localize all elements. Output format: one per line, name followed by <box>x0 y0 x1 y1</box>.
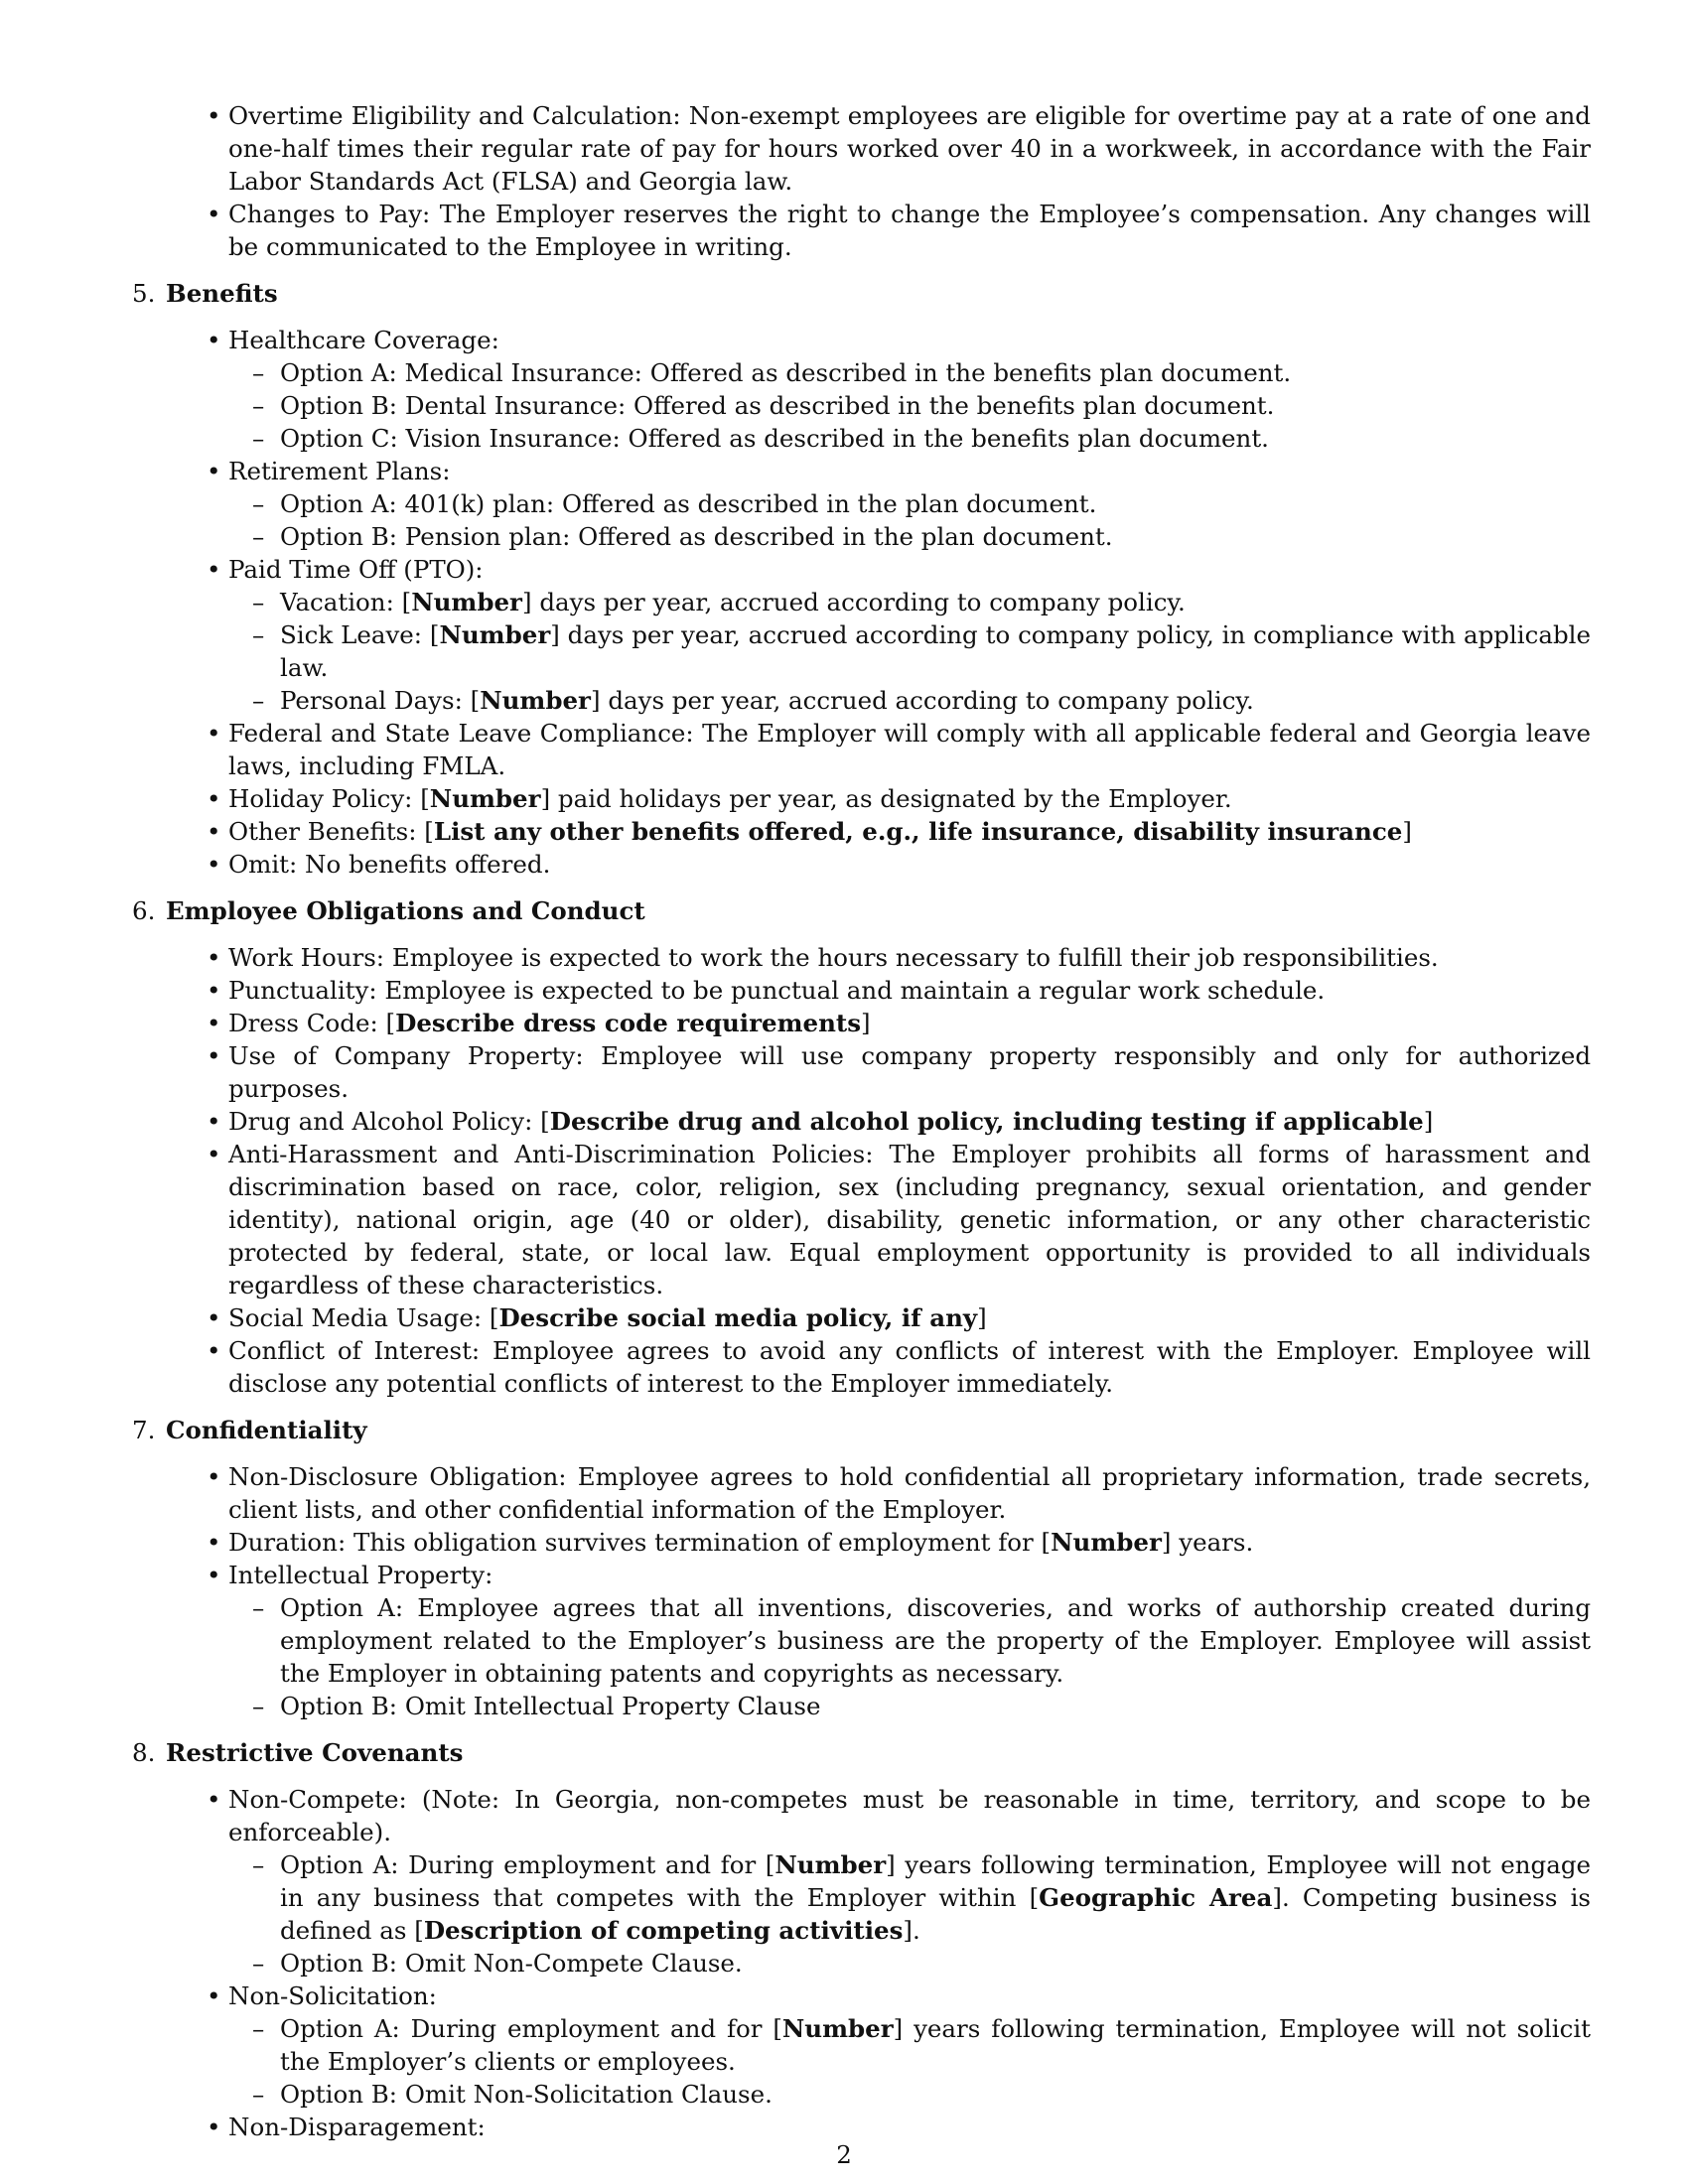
item-text: ] years. <box>1161 1528 1254 1557</box>
item-text: Option B: Omit Non-Compete Clause. <box>280 1949 743 1978</box>
sections-container <box>121 277 1591 2143</box>
bullet-marker: • <box>207 101 221 130</box>
list-item-text <box>228 1460 1591 1526</box>
sub-item-text <box>280 1690 1591 1722</box>
sub-item-text <box>280 618 1591 684</box>
sub-list-item <box>228 2078 1591 2111</box>
sub-item-text <box>280 422 1591 455</box>
item-text: Intellectual Property: <box>228 1561 493 1589</box>
sub-list-item <box>228 1591 1591 1690</box>
section-title: Confidentiality <box>166 1416 367 1444</box>
item-text: Option C: Vision Insurance: Offered as described in the benefits plan document. <box>280 424 1269 453</box>
list-item-text <box>228 815 1591 848</box>
item-text: ] <box>977 1303 987 1332</box>
section-number: 8. <box>132 1738 156 1767</box>
bullet-marker: • <box>207 817 221 846</box>
placeholder-field: Number <box>439 620 551 649</box>
bullet-marker: • <box>207 943 221 972</box>
section-title: Restrictive Covenants <box>166 1738 464 1767</box>
item-text: ] paid holidays per year, as designated by the Employer. <box>540 784 1232 813</box>
list-item-text <box>228 782 1591 815</box>
list-item-text <box>228 974 1591 1007</box>
list-item-text <box>228 1039 1591 1105</box>
sub-list-item <box>228 618 1591 684</box>
sub-list-item <box>228 356 1591 389</box>
sub-item-text <box>280 356 1591 389</box>
sub-option-list <box>228 2012 1591 2111</box>
dash-marker: – <box>252 1850 265 1879</box>
list-item <box>121 2111 1591 2143</box>
item-text: Anti-Harassment and Anti-Discrimination Policies: The Employer prohibits all forms of harassment and discrimination based on race, color, religion, sex (including pregnancy, sexual orientation, and gender identity), national origin, age (40 or older), disability, genetic information, or any other characteristic protected by federal, state, or local law. Equal employment opportunity is provided to all individuals regardless of these characteristics. <box>228 1140 1591 1299</box>
list-item-text <box>228 1783 1591 1848</box>
list-item <box>121 1559 1591 1722</box>
bullet-marker: • <box>207 1462 221 1491</box>
item-text: Overtime Eligibility and Calculation: Non-exempt employees are eligible for overtime pay at a rate of one and one-half times their regular rate of pay for hours worked over 40 in a workweek, in accordance with the Fair Labor Standards Act (FLSA) and Georgia law. <box>228 101 1591 196</box>
list-item <box>121 553 1591 717</box>
section-heading <box>121 277 1591 310</box>
item-text: Option B: Omit Non-Solicitation Clause. <box>280 2080 773 2109</box>
dash-marker: – <box>252 620 265 649</box>
item-text: Non-Compete: (Note: In Georgia, non-competes must be reasonable in time, territory, and scope to be enforceable). <box>228 1785 1591 1846</box>
list-item-text <box>228 1301 1591 1334</box>
list-item-text <box>228 324 1591 356</box>
list-item <box>121 1105 1591 1138</box>
dash-marker: – <box>252 391 265 420</box>
item-text: Duration: This obligation survives termination of employment for [ <box>228 1528 1052 1557</box>
dash-marker: – <box>252 424 265 453</box>
placeholder-field: Describe drug and alcohol policy, including testing if applicable <box>549 1107 1424 1136</box>
item-text: ] days per year, accrued according to company policy. <box>590 686 1254 715</box>
placeholder-field: Number <box>774 1850 887 1879</box>
sub-option-list <box>228 586 1591 717</box>
placeholder-field: Number <box>429 784 541 813</box>
item-text: Conflict of Interest: Employee agrees to avoid any conflicts of interest with the Employer. Employee will disclose any potential conflicts of interest to the Employer immediately. <box>228 1336 1591 1398</box>
item-text: ] years following termination, Employee will not engage in any business that competes with the Employer within [ <box>280 1850 1591 1912</box>
list-item <box>121 99 1591 198</box>
section-title: Employee Obligations and Conduct <box>166 896 645 925</box>
list-item-text <box>228 1526 1591 1559</box>
sub-list-item <box>228 520 1591 553</box>
bullet-marker: • <box>207 850 221 879</box>
placeholder-field: Number <box>411 588 522 616</box>
bullet-marker: • <box>207 976 221 1005</box>
item-text: Option A: During employment and for [ <box>280 1850 775 1879</box>
sub-list-item <box>228 389 1591 422</box>
sub-item-text <box>280 1848 1591 1947</box>
list-item-text <box>228 1105 1591 1138</box>
bullet-marker: • <box>207 1303 221 1332</box>
item-text: ] days per year, accrued according to company policy, in compliance with applicable law. <box>280 620 1591 682</box>
sub-option-list <box>228 356 1591 455</box>
item-text: ]. Competing business is defined as [ <box>280 1883 1592 1945</box>
sub-list-item <box>228 586 1591 618</box>
bullet-marker: • <box>207 1336 221 1365</box>
item-text: Non-Solicitation: <box>228 1981 437 2010</box>
list-item <box>121 1334 1591 1400</box>
sub-list-item <box>228 1690 1591 1722</box>
item-text: Personal Days: [ <box>280 686 481 715</box>
item-text: Dress Code: [ <box>228 1009 396 1037</box>
bullet-marker: • <box>207 719 221 748</box>
section-title: Benefits <box>166 279 278 308</box>
placeholder-field: Describe dress code requirements <box>395 1009 862 1037</box>
bullet-marker: • <box>207 1107 221 1136</box>
item-text: ]. <box>903 1916 920 1945</box>
list-item-text <box>228 198 1591 263</box>
section-heading <box>121 894 1591 927</box>
sub-option-list <box>228 487 1591 553</box>
section-heading <box>121 1736 1591 1769</box>
list-item-text <box>228 553 1591 586</box>
sub-item-text <box>280 684 1591 717</box>
sub-item-text <box>280 2012 1591 2078</box>
list-item <box>121 782 1591 815</box>
dash-marker: – <box>252 588 265 616</box>
item-text: Federal and State Leave Compliance: The Employer will comply with all applicable federal and Georgia leave laws, including FMLA. <box>228 719 1591 780</box>
list-item <box>121 941 1591 974</box>
list-item-text <box>228 941 1591 974</box>
list-item <box>121 1039 1591 1105</box>
section-item-list <box>121 324 1591 881</box>
item-text: ] <box>861 1009 871 1037</box>
dash-marker: – <box>252 1692 265 1720</box>
dash-marker: – <box>252 489 265 518</box>
list-item <box>121 815 1591 848</box>
sub-option-list <box>228 1591 1591 1722</box>
list-item-text <box>228 848 1591 881</box>
list-item-text <box>228 1334 1591 1400</box>
list-item <box>121 974 1591 1007</box>
list-item <box>121 1007 1591 1039</box>
item-text: Use of Company Property: Employee will use company property responsibly and only for authorized purposes. <box>228 1041 1591 1103</box>
bullet-marker: • <box>207 200 221 228</box>
item-text: Holiday Policy: [ <box>228 784 430 813</box>
bullet-marker: • <box>207 1009 221 1037</box>
sub-item-text <box>280 389 1591 422</box>
item-text: Option B: Pension plan: Offered as described in the plan document. <box>280 522 1113 551</box>
section-item-list <box>121 941 1591 1400</box>
list-item <box>121 1979 1591 2111</box>
section-number: 5. <box>132 279 156 308</box>
item-text: Vacation: [ <box>280 588 412 616</box>
item-text: Work Hours: Employee is expected to work the hours necessary to fulfill their job responsibilities. <box>228 943 1439 972</box>
item-text: ] <box>1402 817 1412 846</box>
placeholder-field: Number <box>781 2014 894 2043</box>
bullet-marker: • <box>207 1140 221 1168</box>
dash-marker: – <box>252 1949 265 1978</box>
bullet-marker: • <box>207 784 221 813</box>
list-item <box>121 1138 1591 1301</box>
list-item <box>121 1526 1591 1559</box>
item-text: ] years following termination, Employee will not solicit the Employer’s clients or employees. <box>280 2014 1591 2076</box>
item-text: Option B: Dental Insurance: Offered as described in the benefits plan document. <box>280 391 1275 420</box>
item-text: Drug and Alcohol Policy: [ <box>228 1107 550 1136</box>
compensation-continuation-list <box>121 99 1591 263</box>
bullet-marker: • <box>207 1561 221 1589</box>
list-item <box>121 1783 1591 1979</box>
item-text: ] <box>1423 1107 1434 1136</box>
list-item-text <box>228 1138 1591 1301</box>
list-item <box>121 717 1591 782</box>
item-text: Paid Time Off (PTO): <box>228 555 484 584</box>
bullet-marker: • <box>207 326 221 354</box>
document-body <box>121 99 1591 2143</box>
item-text: Retirement Plans: <box>228 457 451 485</box>
item-text: Option A: During employment and for [ <box>280 2014 782 2043</box>
section-item-list <box>121 1783 1591 2143</box>
list-item-text <box>228 455 1591 487</box>
list-item <box>121 198 1591 263</box>
bullet-marker: • <box>207 1785 221 1814</box>
sub-item-text <box>280 520 1591 553</box>
list-item-text <box>228 2111 1591 2143</box>
bullet-marker: • <box>207 1981 221 2010</box>
section-number: 7. <box>132 1416 156 1444</box>
dash-marker: – <box>252 686 265 715</box>
item-text: Non-Disparagement: <box>228 2113 486 2141</box>
sub-list-item <box>228 487 1591 520</box>
sub-item-text <box>280 1591 1591 1690</box>
list-item <box>121 455 1591 553</box>
sub-item-text <box>280 1947 1591 1979</box>
section-number: 6. <box>132 896 156 925</box>
list-item <box>121 324 1591 455</box>
bullet-marker: • <box>207 1528 221 1557</box>
item-text: Option A: 401(k) plan: Offered as described in the plan document. <box>280 489 1097 518</box>
sub-item-text <box>280 586 1591 618</box>
item-text: Healthcare Coverage: <box>228 326 499 354</box>
item-text: Sick Leave: [ <box>280 620 440 649</box>
list-item <box>121 1301 1591 1334</box>
dash-marker: – <box>252 358 265 387</box>
page-number: 2 <box>836 2140 852 2169</box>
list-item-text <box>228 1559 1591 1591</box>
placeholder-field: Number <box>480 686 591 715</box>
placeholder-field: Number <box>1051 1528 1162 1557</box>
item-text: Omit: No benefits offered. <box>228 850 551 879</box>
placeholder-field: Describe social media policy, if any <box>498 1303 978 1332</box>
dash-marker: – <box>252 522 265 551</box>
bullet-marker: • <box>207 2113 221 2141</box>
item-text: Other Benefits: [ <box>228 817 434 846</box>
sub-item-text <box>280 2078 1591 2111</box>
item-text: Social Media Usage: [ <box>228 1303 499 1332</box>
list-item <box>121 848 1591 881</box>
item-text: ] days per year, accrued according to company policy. <box>521 588 1186 616</box>
list-item-text <box>228 99 1591 198</box>
item-text: Option B: Omit Intellectual Property Clause <box>280 1692 821 1720</box>
item-text: Changes to Pay: The Employer reserves the right to change the Employee’s compensation. Any changes will be communicated to the Employee in writing. <box>228 200 1591 261</box>
item-text: Option A: Employee agrees that all inventions, discoveries, and works of authorship created during employment related to the Employer’s business are the property of the Employer. Employee will assist the Employer in obtaining patents and copyrights as necessary. <box>280 1593 1591 1688</box>
dash-marker: – <box>252 2014 265 2043</box>
sub-item-text <box>280 487 1591 520</box>
section-item-list <box>121 1460 1591 1722</box>
placeholder-field: Description of competing activities <box>423 1916 904 1945</box>
placeholder-field: List any other benefits offered, e.g., life insurance, disability insurance <box>433 817 1403 846</box>
list-item <box>121 1460 1591 1526</box>
placeholder-field: Geographic Area <box>1039 1883 1273 1912</box>
sub-list-item <box>228 1947 1591 1979</box>
list-item-text <box>228 1007 1591 1039</box>
list-item-text <box>228 717 1591 782</box>
item-text: Punctuality: Employee is expected to be punctual and maintain a regular work schedule. <box>228 976 1326 1005</box>
dash-marker: – <box>252 1593 265 1622</box>
sub-list-item <box>228 422 1591 455</box>
item-text: Non-Disclosure Obligation: Employee agrees to hold confidential all proprietary information, trade secrets, client lists, and other confidential information of the Employer. <box>228 1462 1591 1524</box>
item-text: Option A: Medical Insurance: Offered as described in the benefits plan document. <box>280 358 1292 387</box>
dash-marker: – <box>252 2080 265 2109</box>
bullet-marker: • <box>207 457 221 485</box>
list-item-text <box>228 1979 1591 2012</box>
sub-option-list <box>228 1848 1591 1979</box>
section-heading <box>121 1414 1591 1446</box>
bullet-marker: • <box>207 1041 221 1070</box>
sub-list-item <box>228 1848 1591 1947</box>
bullet-marker: • <box>207 555 221 584</box>
sub-list-item <box>228 2012 1591 2078</box>
sub-list-item <box>228 684 1591 717</box>
